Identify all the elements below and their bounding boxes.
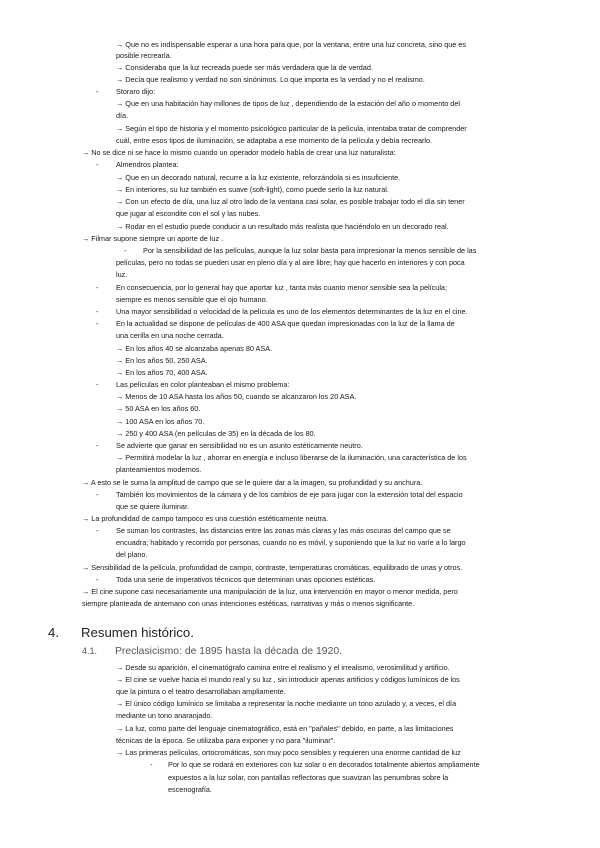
text-line: cuál, entre esos tipos de iluminación, se adaptaba a ese momento de la película y debía recrearlo. [116,136,433,145]
text-line: En la actualidad se dispone de películas de 400 ASA que quedan impresionadas con la luz de la llama de [116,319,455,328]
text-line: → A esto se le suma la amplitud de campo que se le quiere dar a la imagen, su profundidad y su anchura. [82,478,423,487]
text-line: → Las primeras películas, ortocromáticas, son muy poco sensibles y requieren una enorme cantidad de luz [116,748,461,757]
text-line: → El cine supone casi necesariamente una manipulación de la luz, una intervención en mayor o menor medida, pero [82,587,458,596]
subsection-number: 4.1. [82,646,98,656]
text-line: → Rodar en el estudio puede conducir a un resultado más realista que haciéndolo en un decorado real. [116,222,449,231]
text-line: → Que en una habitación hay millones de tipos de luz , dependiendo de la estación del año o momento del [116,99,460,108]
bullet-dash: - [96,87,99,96]
text-line: Storaro dijo: [116,87,156,96]
text-line: → Permitirá modelar la luz , ahorrar en energía e incluso liberarse de la iluminación, una característica de los [116,453,467,462]
text-line: Toda una serie de imperativos técnicos que determinan unas opciones estéticas. [116,575,376,584]
subsection-heading [82,645,342,658]
text-line: Se advierte que ganar en sensibilidad no es un asunto estéticamente neutro. [116,441,363,450]
text-line: Una mayor sensibilidad o velocidad de la película es uno de los elementos determinantes de la luz en el cine. [116,307,468,316]
text-line: → En interiores, su luz también es suave (soft-light), como puede serlo la luz natural. [116,185,389,194]
text-line: → En los años 70, 400 ASA. [116,368,208,377]
text-line: → En los años 50, 250 ASA. [116,356,208,365]
text-line: → 100 ASA en los años 70. [116,417,205,426]
bullet-dash: - [96,160,99,169]
text-line: → Filmar supone siempre un aporte de luz . [82,234,224,243]
text-line: → En los años 40 se alcanzaba apenas 80 ASA. [116,344,273,353]
section-heading [48,625,194,641]
text-line: → Desde su aparición, el cinematógrafo camina entre el realismo y el irrealismo, verosimilitud y artificio. [116,663,450,672]
section-title: Resumen histórico. [81,625,194,640]
subsection-title: Preclasicismo: de 1895 hasta la década de 1920. [115,646,343,657]
bullet-dash: - [96,307,99,316]
text-line: siempre planteada de antemano con unas intenciones estéticas, narrativas y más o menos significante. [82,599,415,608]
text-line: → Decía que realismo y verdad no son sinónimos. Lo que importa es la verdad y no el realismo. [116,75,425,84]
text-line: una cerilla en una noche cerrada. [116,331,224,340]
text-line: Las películas en color planteaban el mismo problema: [116,380,290,389]
text-line: luz. [116,270,128,279]
bullet-dash: - [96,380,99,389]
text-line: También los movimientos de la cámara y de los cambios de eje para jugar con la extensión total del espacio [116,490,463,499]
bullet-dash: - [96,319,99,328]
text-line: planteamientos modernos. [116,465,202,474]
text-line: siempre es menos sensible que el ojo humano. [116,295,268,304]
bullet-dash: - [150,760,153,769]
text-line: expuestos a la luz solar, con pantallas reflectoras que suavizan las penumbras sobre la [168,773,449,782]
text-line: Se suman los contrastes, las distancias entre las zonas más claras y las más oscuras del campo que se [116,526,451,535]
text-line: → La profundidad de campo tampoco es una cuestión estéticamente neutra. [82,514,329,523]
text-line: → Que en un decorado natural, recurre a la luz existente, reforzándola si es insuficiente. [116,173,401,182]
text-line: que se quiere iluminar. [116,502,189,511]
text-line: → Sensibilidad de la película, profundidad de campo, contraste, temperaturas cromáticas, equilibrado de unas y otros. [82,563,463,572]
text-line: del plano. [116,550,148,559]
text-line: → 250 y 400 ASA (en películas de 35) en la década de los 80. [116,429,316,438]
text-line: → La luz, como parte del lenguaje cinematográfico, está en "pañales" debido, en parte, a las limitaciones [116,724,454,733]
bullet-dash: - [96,441,99,450]
text-line: escenografía. [168,785,212,794]
bullet-dash: - [124,246,127,255]
text-line: que jugar al escondite con el sol y las nubes. [116,209,261,218]
text-line: → Consideraba que la luz recreada puede ser más verdadera que la de verdad. [116,63,373,72]
text-line: que la pintura o el teatro desarrollaban ampliamente. [116,687,286,696]
text-line: Por la sensibilidad de las películas, aunque la luz solar basta para impresionar la menos sensible de las [143,246,477,255]
text-line: películas, pero no todas se pueden usar en pleno día y al aire libre; hay que hacerlo en interiores y con poca [116,258,465,267]
text-line: → El único código lumínico se limitaba a representar la noche mediante un tono azulado y, a veces, el día [116,699,457,708]
section-number: 4. [48,625,59,640]
text-line: → 50 ASA en los años 60. [116,404,201,413]
text-line: posible recrearla. [116,51,172,60]
bullet-dash: - [96,283,99,292]
text-line: Almendros plantea: [116,160,179,169]
text-line: día. [116,111,129,120]
bullet-dash: - [96,575,99,584]
text-line: → Con un efecto de día, una luz al otro lado de la ventana casi solar, es posible trabajar todo el día sin tener [116,197,465,206]
bullet-dash: - [96,526,99,535]
text-line: Por lo que se rodará en exteriores con luz solar o en decorados totalmente abiertos ampliamente [168,760,480,769]
text-line: encuadra; habitado y recorrido por personas, cuando no es móvil, y suponiendo que la luz no varíe a lo largo [116,538,466,547]
text-line: → Según el tipo de historia y el momento psicológico particular de la película, intentaba tratar de comprender [116,124,467,133]
text-line: → Menos de 10 ASA hasta los años 50, cuando se alcanzaron los 20 ASA. [116,392,357,401]
text-line: técnicas de la época. Se utilizaba para exponer y no para "iluminar". [116,736,336,745]
text-line: mediante un tono anaranjado. [116,711,213,720]
text-line: → Que no es indispensable esperar a una hora para que, por la ventana, entre una luz concreta, sino que es [116,40,466,49]
bullet-dash: - [96,490,99,499]
text-line: → No se dice ni se hace lo mismo cuando un operador modelo habla de crear una luz naturalista: [82,148,396,157]
text-line: → El cine se vuelve hacia el mundo real y su luz , sin introducir apenas artificios y códigos lumínicos de los [116,675,460,684]
text-line: En consecuencia, por lo general hay que aportar luz , tanta más cuanto menor sensible sea la película; [116,283,447,292]
